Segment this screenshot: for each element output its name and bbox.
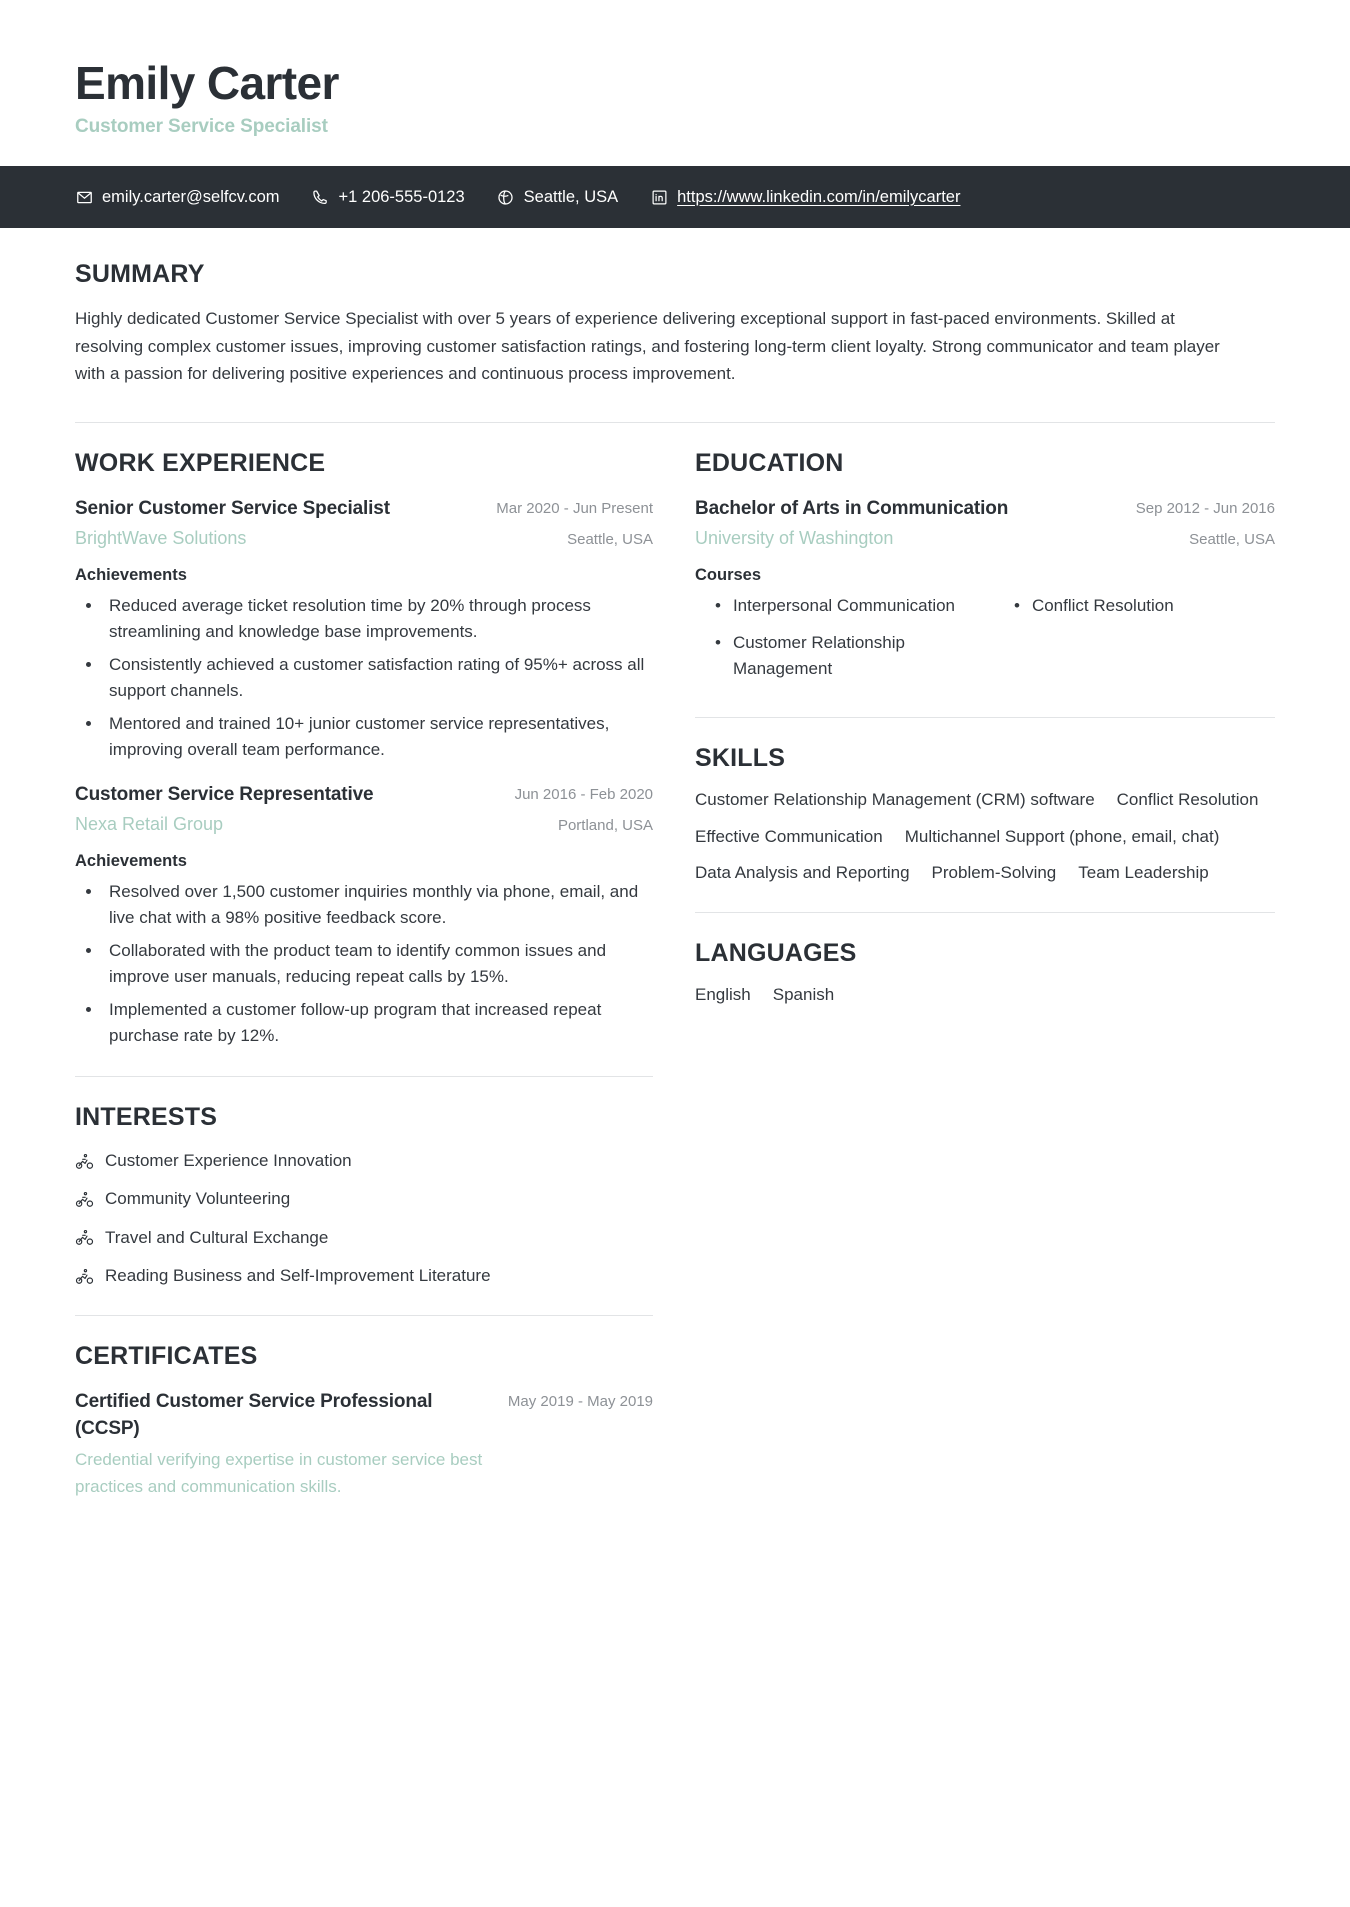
list-item <box>75 1186 653 1212</box>
achievements-label: Achievements <box>75 851 187 870</box>
contact-email[interactable] <box>75 188 280 207</box>
work-position: Customer Service Representative <box>75 783 374 805</box>
main-columns <box>75 423 1275 1501</box>
work-experience-title: WORK EXPERIENCE <box>75 448 326 477</box>
interest-label: Community Volunteering <box>105 1189 291 1209</box>
summary-title: SUMMARY <box>75 260 205 289</box>
courses-label: Courses <box>695 565 762 584</box>
work-location: Seattle, USA <box>567 530 653 548</box>
language-item: English <box>695 985 751 1005</box>
interests-section <box>75 1077 653 1289</box>
work-position: Senior Customer Service Specialist <box>75 497 390 519</box>
bicycle-icon <box>75 1228 94 1247</box>
linkedin-icon <box>650 188 668 206</box>
education-section <box>695 423 1275 691</box>
work-dates: Mar 2020 - Jun Present <box>496 499 653 517</box>
list-item: • Consistently achieved a customer satisfaction rating of 95%+ across all support channels. <box>103 652 653 705</box>
course-label: Interpersonal Communication <box>732 595 956 615</box>
work-achievements-list <box>75 593 653 764</box>
certificate-dates: May 2019 - May 2019 <box>507 1393 653 1411</box>
list-item <box>75 1263 653 1289</box>
education-degree: Bachelor of Arts in Communication <box>695 497 1009 519</box>
contact-phone-text: +1 206-555-0123 <box>338 187 465 206</box>
summary-section <box>75 228 1275 388</box>
contact-bar <box>0 166 1350 228</box>
languages-section <box>695 913 1275 1008</box>
list-item <box>695 630 976 681</box>
work-achievements-list <box>75 879 653 1050</box>
courses-list <box>695 593 1275 692</box>
bicycle-icon <box>75 1152 94 1171</box>
list-item: • Mentored and trained 10+ junior customer service representatives, improving overall team performance. <box>103 711 653 764</box>
certificate-description: Credential verifying expertise in customer service best practices and communication skills. <box>75 1450 483 1497</box>
contact-email-text: emily.carter@selfcv.com <box>102 187 280 206</box>
course-label: Customer Relationship Management <box>732 633 905 678</box>
resume-content <box>0 228 1350 1501</box>
work-location: Portland, USA <box>557 816 653 834</box>
interests-list <box>75 1148 653 1289</box>
work-dates: Jun 2016 - Feb 2020 <box>514 785 653 803</box>
skill-item: Conflict Resolution <box>1116 790 1259 810</box>
work-experience-section <box>75 423 653 1050</box>
education-location: Seattle, USA <box>1189 530 1275 548</box>
education-school: University of Washington <box>695 527 894 548</box>
interest-label: Reading Business and Self-Improvement Literature <box>105 1266 491 1286</box>
envelope-icon <box>75 188 93 206</box>
languages-list <box>695 982 1275 1008</box>
candidate-job-title: Customer Service Specialist <box>75 116 328 138</box>
list-item: • Implemented a customer follow-up program that increased repeat purchase rate by 12%. <box>103 997 653 1050</box>
contact-location <box>497 188 618 207</box>
list-item: • Resolved over 1,500 customer inquiries monthly via phone, email, and live chat with a 98% positive feedback score. <box>103 879 653 932</box>
education-entry <box>695 496 1275 691</box>
summary-text: Highly dedicated Customer Service Specialist with over 5 years of experience delivering exceptional support in fast-paced environments. Skilled at resolving complex customer issues, improving customer satisfaction ratings, and fostering long-term client loyalty. Strong communicator and team player with a passion for delivering positive experiences and continuous process improvement. <box>75 309 1220 384</box>
skills-section <box>695 718 1275 886</box>
certificates-title: CERTIFICATES <box>75 1342 258 1371</box>
work-entry <box>75 782 653 1050</box>
resume-header <box>0 0 1350 138</box>
skills-list <box>695 787 1275 886</box>
skill-item: Multichannel Support (phone, email, chat) <box>904 826 1220 846</box>
certificates-section <box>75 1316 653 1501</box>
bullet-dot: • <box>1014 595 1020 615</box>
list-item <box>75 1225 653 1251</box>
phone-icon <box>312 188 330 206</box>
bullet-dot: • <box>715 595 721 615</box>
work-entry <box>75 496 653 764</box>
skill-item: Team Leadership <box>1078 863 1209 883</box>
right-column <box>695 423 1275 1009</box>
skill-item: Effective Communication <box>695 826 883 846</box>
left-column <box>75 423 653 1501</box>
contact-linkedin[interactable] <box>650 188 960 207</box>
list-item <box>695 593 976 619</box>
education-title: EDUCATION <box>695 448 844 477</box>
work-company: Nexa Retail Group <box>75 813 224 834</box>
bicycle-icon <box>75 1267 94 1286</box>
interest-label: Travel and Cultural Exchange <box>105 1227 329 1247</box>
globe-icon <box>497 188 515 206</box>
interests-title: INTERESTS <box>75 1102 218 1131</box>
language-item: Spanish <box>772 985 835 1005</box>
list-item <box>994 593 1275 619</box>
contact-linkedin-text[interactable]: https://www.linkedin.com/in/emilycarter <box>677 187 961 206</box>
skills-title: SKILLS <box>695 744 786 773</box>
education-dates: Sep 2012 - Jun 2016 <box>1135 499 1275 517</box>
contact-phone[interactable] <box>312 188 465 207</box>
achievements-label: Achievements <box>75 565 187 584</box>
skill-item: Customer Relationship Management (CRM) software <box>695 790 1095 810</box>
skill-item: Data Analysis and Reporting <box>695 863 910 883</box>
skill-item: Problem-Solving <box>931 863 1057 883</box>
languages-title: LANGUAGES <box>695 939 857 968</box>
candidate-name: Emily Carter <box>75 57 339 109</box>
certificate-entry <box>75 1389 653 1501</box>
interest-label: Customer Experience Innovation <box>105 1150 352 1170</box>
contact-location-text: Seattle, USA <box>523 187 619 206</box>
bullet-dot: • <box>715 633 721 653</box>
list-item: • Reduced average ticket resolution time by 20% through process streamlining and knowledge base improvements. <box>103 593 653 646</box>
course-label: Conflict Resolution <box>1031 595 1174 615</box>
list-item <box>75 1148 653 1174</box>
bicycle-icon <box>75 1190 94 1209</box>
certificate-name: Certified Customer Service Professional (CCSP) <box>75 1391 433 1440</box>
list-item: • Collaborated with the product team to identify common issues and improve user manuals, reducing repeat calls by 15%. <box>103 938 653 991</box>
work-company: BrightWave Solutions <box>75 527 247 548</box>
